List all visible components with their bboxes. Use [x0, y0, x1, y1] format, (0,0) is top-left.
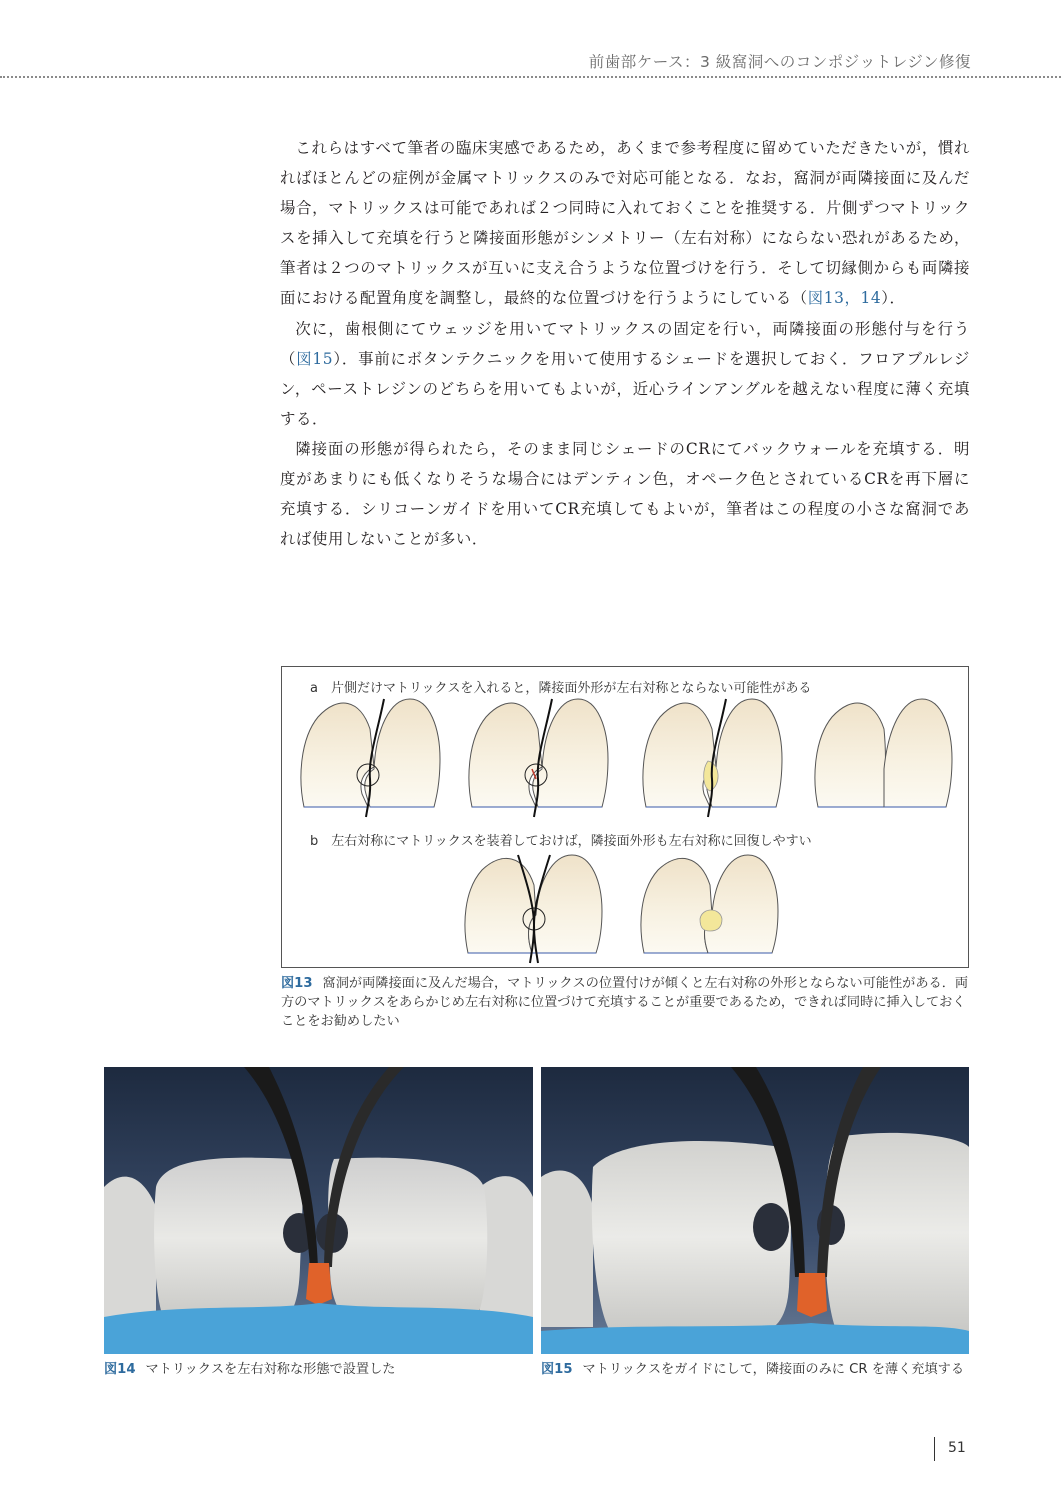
figure-reference-15[interactable]: 図15 — [296, 349, 334, 368]
figure-reference-13-14[interactable]: 図13，14 — [807, 289, 882, 308]
paragraph-3: 隣接面の形態が得られたら，そのまま同じシェードのCRにてバックウォールを充填する．明度があまりにも低くなりそうな場合にはデンティン色，オペーク色とされているCRを再下層に充填する．シリコーンガイドを用いてCR充填してもよいが，筆者はこの程度の小さな窩洞であれば使用しないことが多い． — [280, 439, 970, 549]
tooth-pair-a2 — [469, 699, 608, 817]
tooth-pair-a4 — [815, 699, 952, 807]
running-header-title: 前歯部ケース：3 級窩洞へのコンポジットレジン修復 — [588, 53, 971, 71]
figure-13-illustration — [282, 667, 968, 967]
figure-13-caption — [281, 974, 969, 1031]
paragraph-2-end: ）．事前にボタンテクニックを用いて使用するシェードを選択しておく．フロアブルレジン，ペーストレジンのどちらを用いてもよいが，近心ラインアングルを越えない程度に薄く充填する． — [280, 349, 970, 428]
tooth-pair-a1 — [301, 699, 440, 817]
running-header — [0, 46, 1061, 78]
figure-14-photo — [104, 1067, 533, 1354]
figure-14-caption — [104, 1360, 533, 1379]
tooth-pair-a3 — [643, 699, 782, 817]
figure-13-diagram — [281, 666, 969, 968]
paragraph-1-end: ）． — [881, 289, 906, 308]
tooth-pair-b2 — [641, 855, 778, 953]
figure-13-caption-text: 窩洞が両隣接面に及んだ場合，マトリックスの位置付けが傾くと左右対称の外形とならない可能性がある．両方のマトリックスをあらかじめ左右対称に位置づけて充填することが重要であるため，できれば同時に挿入しておくことをお勧めしたい — [281, 976, 969, 1029]
header-dotted-rule — [0, 76, 1061, 78]
figure-15-photo — [541, 1067, 969, 1354]
page-number-divider — [934, 1437, 935, 1461]
figure-14-caption-text: マトリックスを左右対称な形態で設置した — [145, 1362, 396, 1377]
paragraph-1 — [280, 133, 970, 314]
paragraph-1-text: これらはすべて筆者の臨床実感であるため，あくまで参考程度に留めていただきたいが，慣れればほとんどの症例が金属マトリックスのみで対応可能となる．なお，窩洞が両隣接面に及んだ場合，マトリックスは可能であれば２つ同時に入れておくことを推奨する．片側ずつマトリックスを挿入して充填を行うと隣接面形態がシンメトリー（左右対称）にならない恐れがあるため，筆者は２つのマトリックスが互いに支え合うような位置づけを行う．そして切縁側からも両隣接面における配置角度を調整し，最終的な位置づけを行うようにしている（ — [280, 139, 970, 308]
body-text — [280, 133, 970, 554]
page-number: 51 — [948, 1440, 966, 1456]
tooth-pair-b1 — [465, 855, 602, 963]
paragraph-2 — [280, 314, 970, 434]
figure-13-label-a: a 片側だけマトリックスを入れると，隣接面外形が左右対称とならない可能性がある — [310, 681, 812, 696]
figure-13-label-b: b 左右対称にマトリックスを装着しておけば，隣接面外形も左右対称に回復しやすい — [310, 834, 812, 849]
figure-13-number: 図13 — [281, 976, 313, 991]
figure-15-caption — [541, 1360, 969, 1379]
figure-15-caption-text: マトリックスをガイドにして，隣接面のみに CR を薄く充填する — [582, 1362, 965, 1377]
figure-14-number: 図14 — [104, 1362, 136, 1377]
figure-15-number: 図15 — [541, 1362, 573, 1377]
paragraph-2-text: 次に，歯根側にてウェッジを用いてマトリックスの固定を行い，両隣接面の形態付与を行う（ — [280, 319, 970, 368]
